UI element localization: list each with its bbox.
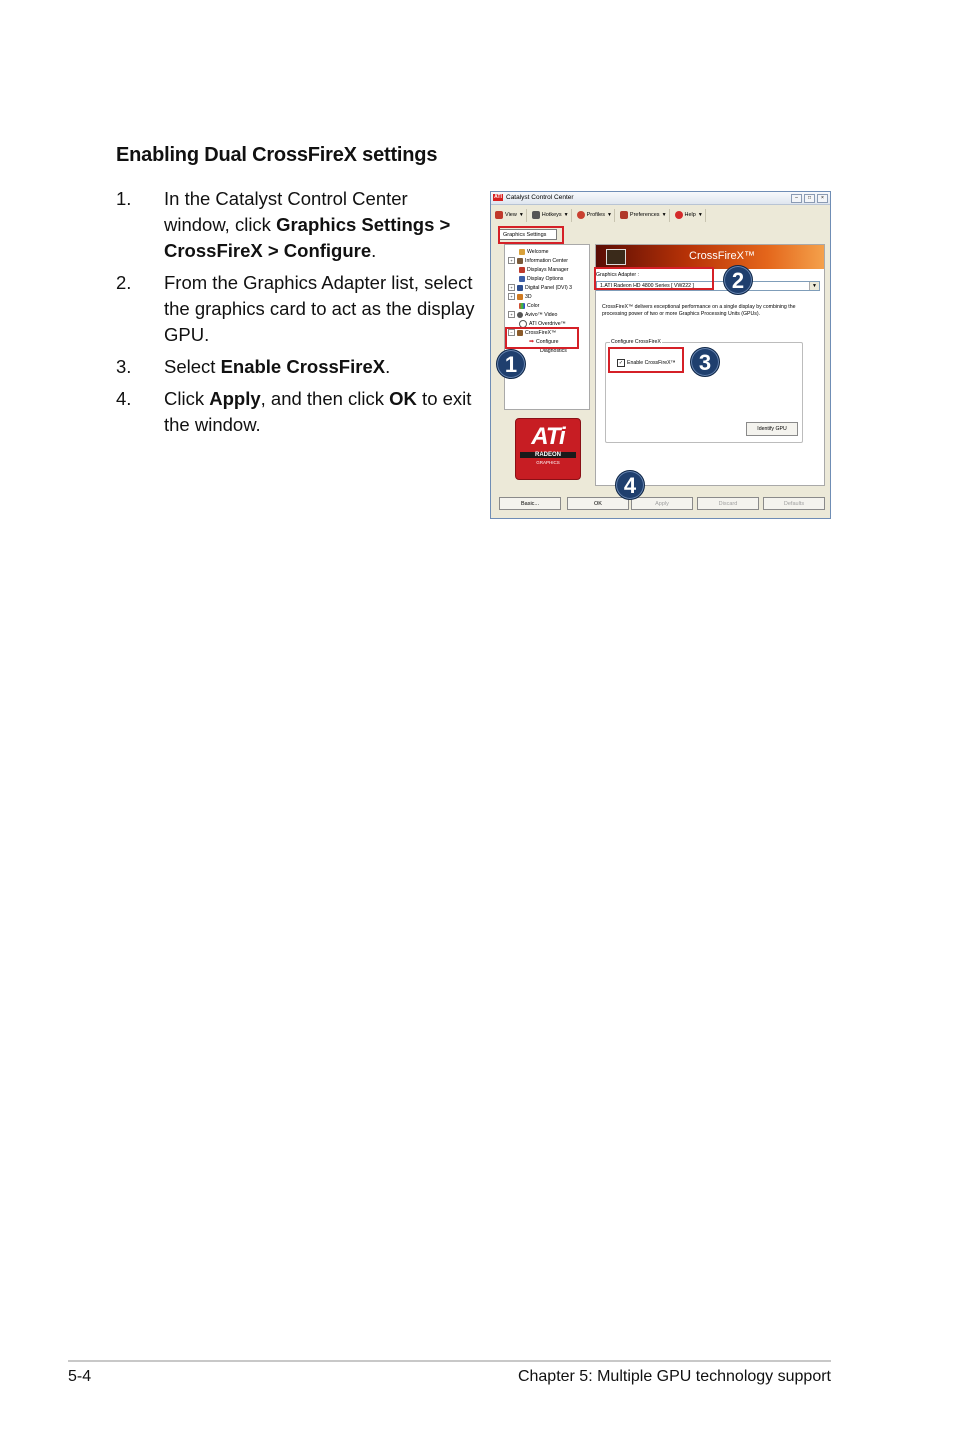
- collapse-icon[interactable]: −: [508, 329, 515, 336]
- section-heading: Enabling Dual CrossFireX settings: [116, 144, 438, 166]
- apply-button[interactable]: Apply: [631, 497, 693, 510]
- expand-icon[interactable]: +: [508, 293, 515, 300]
- crossfirex-description: CrossFireX™ delivers exceptional performance on a single display by combining the processing power of two or more Graphics Processing Units (GPUs).: [602, 304, 796, 317]
- tree-item-information-center[interactable]: + Information Center: [508, 256, 568, 265]
- welcome-icon: [519, 249, 525, 255]
- ok-button[interactable]: OK: [567, 497, 629, 510]
- preferences-icon: [620, 211, 628, 219]
- highlight-crossfirex-configure: [505, 327, 579, 349]
- defaults-button[interactable]: Defaults: [763, 497, 825, 510]
- dropdown-arrow-icon: ▼: [606, 212, 612, 218]
- help-icon: [675, 211, 683, 219]
- checkmark-icon[interactable]: ✓: [618, 360, 624, 366]
- dropdown-arrow-icon: ▼: [518, 212, 524, 218]
- highlight-enable-crossfirex: [608, 347, 684, 373]
- basic-button[interactable]: Basic...: [499, 497, 561, 510]
- expand-icon[interactable]: +: [508, 284, 515, 291]
- callout-2: 2: [723, 265, 753, 295]
- crossfirex-banner-icon: [606, 249, 626, 265]
- window-controls: [791, 194, 828, 203]
- ati-app-icon: ATI: [494, 194, 502, 200]
- profiles-menu-button[interactable]: Profiles ▼: [575, 209, 615, 222]
- dropdown-arrow-icon: ▼: [563, 212, 569, 218]
- dropdown-arrow-icon[interactable]: ▼: [809, 282, 819, 290]
- enable-crossfirex-checkbox[interactable]: ✓ Enable CrossFireX™: [618, 360, 676, 366]
- expand-icon[interactable]: +: [508, 257, 515, 264]
- minimize-icon[interactable]: –: [791, 194, 802, 203]
- step-3: 3. Select Enable CrossFireX.: [116, 356, 391, 377]
- step-4: 4. Click Apply, and then click OK to exit the window.: [116, 388, 472, 435]
- group-label: Configure CrossFireX: [611, 339, 661, 345]
- tree-item-displays-manager[interactable]: Displays Manager: [519, 265, 569, 274]
- view-icon: [495, 211, 503, 219]
- tree-item-crossfirex[interactable]: − CrossFireX™: [508, 328, 556, 337]
- tree-item-welcome[interactable]: Welcome: [519, 247, 549, 256]
- hotkeys-menu-button[interactable]: Hotkeys ▼: [530, 209, 572, 222]
- preferences-menu-button[interactable]: Preferences ▼: [618, 209, 670, 222]
- tree-item-diagnostics[interactable]: Diagnostics: [540, 347, 567, 354]
- graphics-settings-button[interactable]: Graphics Settings: [499, 229, 557, 240]
- highlight-graphics-settings: [498, 226, 564, 244]
- graphics-adapter-label: Graphics Adapter :: [596, 272, 639, 278]
- expand-icon[interactable]: +: [508, 311, 515, 318]
- hotkeys-icon: [532, 211, 540, 219]
- tree-item-ati-overdrive[interactable]: ATI Overdrive™: [519, 319, 566, 328]
- identify-gpu-button[interactable]: Identify GPU: [746, 422, 798, 436]
- discard-button[interactable]: Discard: [697, 497, 759, 510]
- tree-item-avivo-video[interactable]: + Avivo™ Video: [508, 310, 557, 319]
- step-2: 2. From the Graphics Adapter list, select the graphics card to act as the display GPU.: [116, 272, 475, 345]
- tree-item-color[interactable]: Color: [519, 301, 539, 310]
- dropdown-arrow-icon: ▼: [661, 212, 667, 218]
- catalyst-window-screenshot: [490, 191, 831, 519]
- dropdown-arrow-icon: ▼: [697, 212, 703, 218]
- close-icon[interactable]: ×: [817, 194, 828, 203]
- monitor-icon: [517, 285, 523, 291]
- graphics-adapter-select[interactable]: 1.ATI Radeon HD 4800 Series [ VW222 ] ▼: [596, 281, 820, 291]
- highlight-graphics-adapter: [594, 267, 714, 290]
- banner-title: CrossFireX™: [689, 250, 756, 262]
- profiles-icon: [577, 211, 585, 219]
- chapter-title: Chapter 5: Multiple GPU technology support: [517, 1368, 831, 1385]
- 3d-icon: [517, 294, 523, 300]
- arrow-right-icon: ➡: [529, 339, 535, 345]
- info-icon: [517, 258, 523, 264]
- displays-icon: [519, 267, 525, 273]
- color-icon: [519, 303, 525, 309]
- footer-divider: [68, 1360, 831, 1362]
- callout-3: 3: [690, 347, 720, 377]
- display-options-icon: [519, 276, 525, 282]
- help-menu-button[interactable]: Help ▼: [673, 209, 706, 222]
- tree-item-digital-panel[interactable]: + Digital Panel (DVI) 3: [508, 283, 572, 292]
- window-titlebar: [491, 192, 830, 205]
- ati-radeon-logo: ATi RADEON GRAPHICS: [515, 418, 581, 480]
- callout-4: 4: [615, 470, 645, 500]
- tree-item-3d[interactable]: + 3D: [508, 292, 532, 301]
- step-1: 1. In the Catalyst Control Center window, click Graphics Settings > CrossFireX > Configure.: [116, 188, 451, 261]
- instruction-steps: [116, 186, 476, 444]
- callout-1: 1: [496, 349, 526, 379]
- window-title: Catalyst Control Center: [506, 194, 574, 201]
- view-menu-button[interactable]: View ▼: [493, 209, 527, 222]
- tree-item-display-options[interactable]: Display Options: [519, 274, 563, 283]
- maximize-icon[interactable]: □: [804, 194, 815, 203]
- toolbar: [493, 208, 706, 222]
- page-number: 5-4: [68, 1368, 92, 1385]
- crossfirex-banner: [596, 245, 824, 269]
- tree-item-configure[interactable]: ➡ Configure: [529, 338, 559, 345]
- video-icon: [517, 312, 523, 318]
